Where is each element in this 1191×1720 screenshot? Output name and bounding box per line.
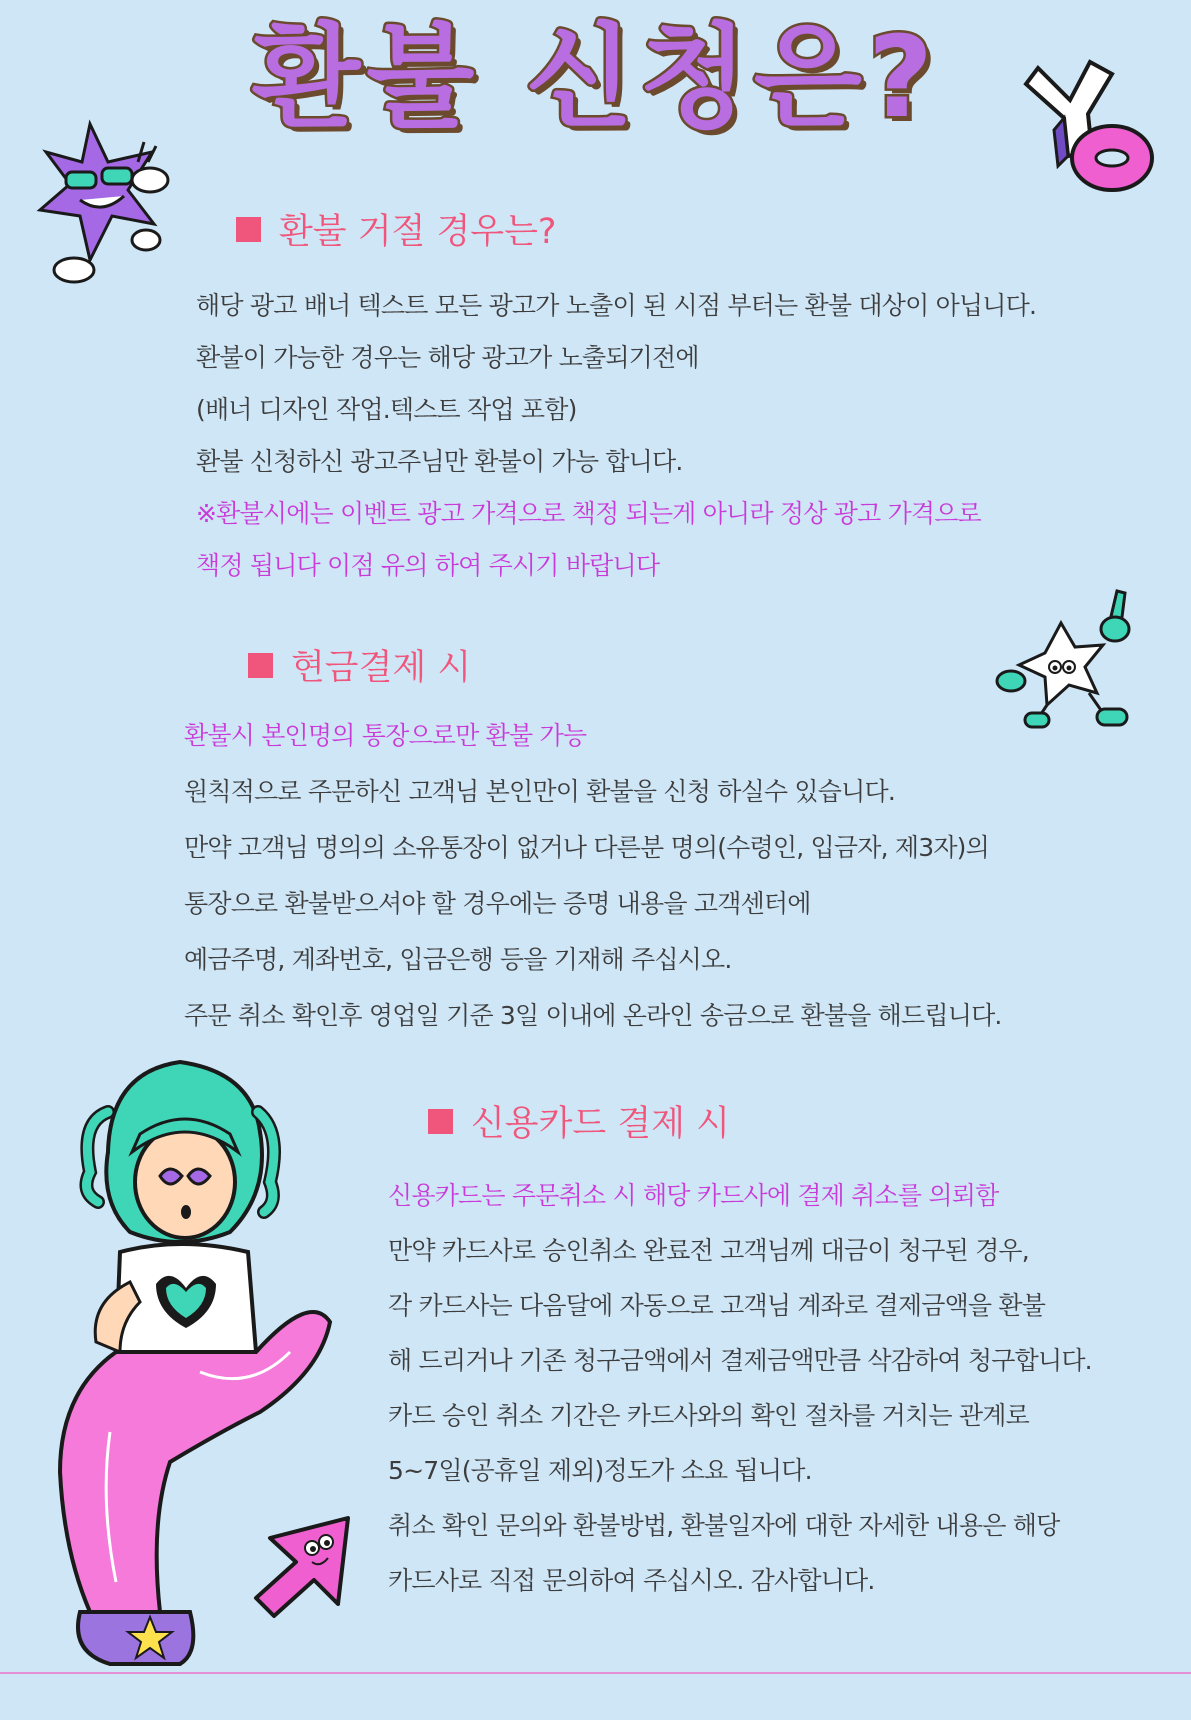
text-line: 취소 확인 문의와 환불방법, 환불일자에 대한 자세한 내용은 해당 — [388, 1511, 1060, 1540]
section-heading-refund-denied — [236, 204, 557, 254]
section-heading-text: 현금결제 시 — [291, 648, 472, 688]
highlight-line: 신용카드는 주문취소 시 해당 카드사에 결제 취소를 의뢰함 — [388, 1181, 999, 1210]
text-line: 카드사로 직접 문의하여 주십시오. 감사합니다. — [388, 1566, 875, 1595]
square-bullet-icon — [428, 1109, 453, 1134]
pink-arrow-sticker — [252, 1512, 362, 1620]
yo-sticker-text: YO — [1020, 40, 1022, 41]
highlight-line: 책정 됩니다 이점 유의 하여 주시기 바랍니다 — [196, 551, 660, 580]
text-line: 각 카드사는 다음달에 자동으로 고객님 계좌로 결제금액을 환불 — [388, 1291, 1046, 1320]
square-bullet-icon — [236, 217, 261, 242]
refund-denied-text — [196, 288, 1036, 600]
page-title: 환불 신청은? — [252, 13, 939, 143]
cash-payment-text — [184, 718, 1002, 1054]
text-line: 환불 신청하신 광고주님만 환불이 가능 합니다. — [196, 447, 683, 476]
text-line: 주문 취소 확인후 영업일 기준 3일 이내에 온라인 송금으로 환불을 해드립니다. — [184, 1001, 1002, 1030]
section-heading-cash-payment — [248, 640, 471, 690]
credit-card-text — [388, 1178, 1092, 1618]
white-star-sticker — [985, 585, 1145, 740]
text-line: 카드 승인 취소 기간은 카드사와의 확인 절차를 거치는 관계로 — [388, 1401, 1029, 1430]
text-line: 예금주명, 계좌번호, 입금은행 등을 기재해 주십시오. — [184, 945, 732, 974]
text-line: 통장으로 환불받으셔야 할 경우에는 증명 내용을 고객센터에 — [184, 889, 811, 918]
section-heading-text: 신용카드 결제 시 — [471, 1104, 730, 1144]
text-line: 만약 카드사로 승인취소 완료전 고객님께 대금이 청구된 경우, — [388, 1236, 1029, 1265]
yo-sticker — [1020, 40, 1170, 210]
text-line: 5~7일(공휴일 제외)정도가 소요 됩니다. — [388, 1456, 812, 1485]
section-heading-text: 환불 거절 경우는? — [279, 212, 557, 252]
text-line: 해당 광고 배너 텍스트 모든 광고가 노출이 된 시점 부터는 환불 대상이 아닙니다. — [196, 291, 1037, 320]
purple-star-sticker — [28, 112, 188, 292]
bottom-divider — [0, 1672, 1191, 1674]
text-line: 환불이 가능한 경우는 해당 광고가 노출되기전에 — [196, 343, 699, 372]
section-heading-credit-card — [428, 1096, 730, 1146]
highlight-line: ※환불시에는 이벤트 광고 가격으로 책정 되는게 아니라 정상 광고 가격으로 — [196, 499, 981, 528]
text-line: 해 드리거나 기존 청구금액에서 결제금액만큼 삭감하여 청구합니다. — [388, 1346, 1092, 1375]
square-bullet-icon — [248, 653, 273, 678]
text-line: 원칙적으로 주문하신 고객님 본인만이 환불을 신청 하실수 있습니다. — [184, 777, 895, 806]
text-line: 만약 고객님 명의의 소유통장이 없거나 다른분 명의(수령인, 입금자, 제3자)의 — [184, 833, 989, 862]
highlight-line: 환불시 본인명의 통장으로만 환불 가능 — [184, 721, 587, 750]
text-line: (배너 디자인 작업.텍스트 작업 포함) — [196, 395, 577, 424]
